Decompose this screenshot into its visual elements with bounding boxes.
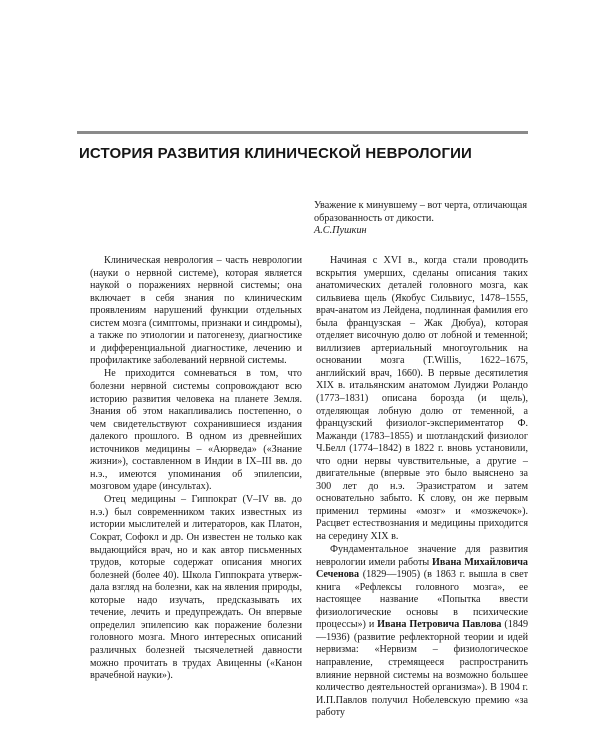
epigraph-quote: Уважение к минувшему – вот черта, отличающая образованность от дикости. (314, 200, 527, 224)
person-name-sechenov: Ивана Михайловича Сеченова (316, 556, 528, 581)
paragraph-text: (1849—1936) (развитие рефлекторной теории и идей нервизма: «Нервизм – физиологическое направление, стремящееся распространить влияние нервной системы на возможно большее количество деятельностей организма»). В 1904 г. И.П.Павлов получил Нобелевскую премию «за работу (316, 619, 529, 719)
paragraph: Отец медицины – Гиппократ (V–IV вв. до н.э.) был современником таких известных из истории мыслителей и литераторов, как Платон, Сократ, Софокл и др. Он известен не только как выдающийся врач, но и как автор письменных трудов, которые содержат описания многих болезней (более 40). Школа Гиппократа утверждала взгляд на болезни, как на явления природы, которые надо изучать, предсказывать их течение, лечить и предупреждать. Он впервые определил эпилепсию как поражение болезни головного мозга. Много интересных описаний различных болезней тысячелетней давности можно прочитать в трудах Авиценны («Канон врачебной науки»). (90, 494, 302, 682)
paragraph-text: (1829—1905) (в 1863 г. вышла в свет книга «Рефлексы головного мозга», ее настоящее название «Попытка ввести физиологические основы в психические процессы») и (316, 569, 528, 631)
paragraph: Не приходится сомневаться в том, что болезни нервной системы сопровождают всю историю развития человека на планете Земля. Знания об этом накапливались постепенно, о чем свидетельствуют сохранившиеся издания далекого прошлого. В одном из древнейших источников медицины – «Аюрведа» («Знание жизни»), составленном в Индии в IX–III вв. до н.э., имеются упоминания об эпилепсии, мозговом ударе (инсультах). (90, 368, 302, 493)
paragraph: Клиническая неврология – часть неврологии (науки о нервной системе), которая является наукой о поражениях нервной системы; она включает в себя знания по клиническим проявлениям нарушений функции отдельных систем мозга (симптомы, признаки и синдромы), а также по этиологии и патогенезу, диагностике и дифференциальной диагностике, лечению и профилактике заболеваний нервной системы. (90, 255, 302, 367)
epigraph-author: А.С.Пушкин (314, 225, 367, 237)
paragraph: Начиная с XVI в., когда стали проводить вскрытия умерших, сделаны описания таких анатомических деталей головного мозга, как сильвиева щель (Якобус Сильвиус, 1478–1555, врач-анатом из Лейдена, подлинная фамилия его была французская – Жак Дюбуа), которая отделяет височную долю от лобной и теменной; виллизиев артериальный многоугольник на основании мозга (T.Willis, 1622–1675, английский врач, 1660). В первые десятилетия XIX в. итальянским анатомом Луиджи Роландо (1773–1831) описана борозда (и щель), отделяющая лобную долю от теменной, а французский физиолог-экспериментатор Ф. Мажанди (1783–1855) и шотландский физиолог Ч.Белл (1774–1842) в 1822 г. вновь установили, что одни нервы чувствительные, а другие – двигательные (впервые это было выяснено за 300 лет до н.э. Эразистратом и затем основательно забыто. К слову, он же первым применил термины «мозг» и «мозжечок»). Расцвет естествознания и медицины приходится на середину XIX в. (316, 255, 528, 543)
paragraph-text: Фундаментальное значение для развития неврологии имели работы (316, 544, 528, 568)
paragraph (316, 544, 528, 720)
left-text-column (90, 255, 302, 683)
chapter-header-rule (77, 131, 528, 134)
chapter-title: ИСТОРИЯ РАЗВИТИЯ КЛИНИЧЕСКОЙ НЕВРОЛОГИИ (79, 145, 472, 162)
epigraph (314, 200, 534, 238)
person-name-pavlov: Ивана Петровича Павлова (377, 619, 502, 631)
right-text-column (316, 255, 528, 720)
